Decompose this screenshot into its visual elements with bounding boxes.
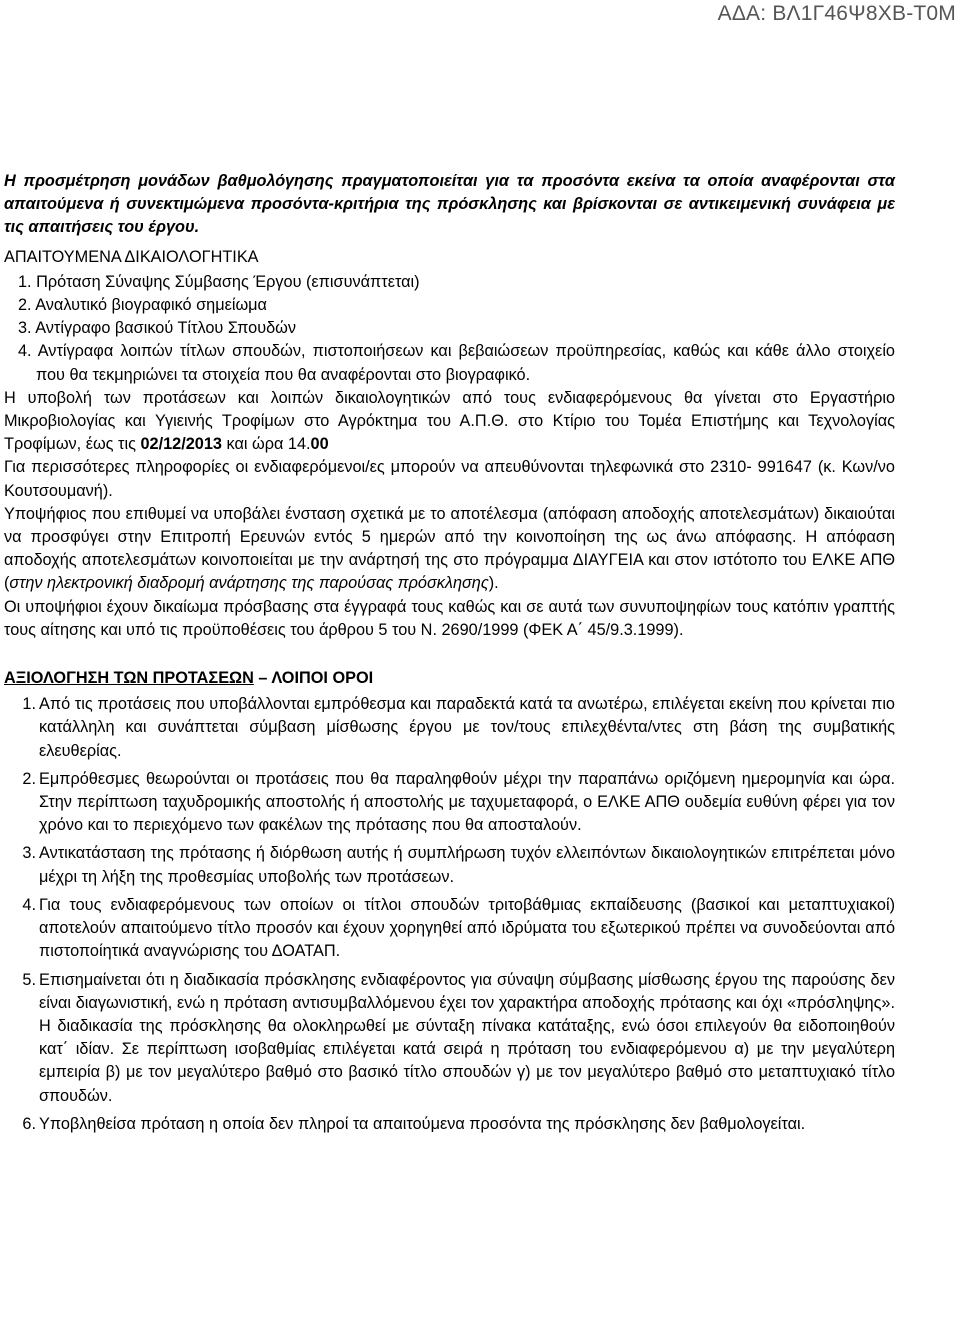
info-paragraph: Για περισσότερες πληροφορίες οι ενδιαφερόμενοι/ες μπορούν να απευθύνονται τηλεφωνικά στο 2310- 991647 (κ. Κων/νο Κουτσουμανή). — [4, 458, 895, 500]
item-text: Υποβληθείσα πρόταση η οποία δεν πληροί τα απαιτούμενα προσόντα της πρόσκλησης δεν βαθμολογείται. — [39, 1114, 806, 1133]
evaluation-heading-underlined: ΑΞΙΟΛΟΓΗΣΗ ΤΩΝ ΠΡΟΤΑΣΕΩΝ — [4, 669, 254, 688]
item-number: 1. — [22, 695, 36, 714]
intro-paragraph: Η προσμέτρηση μονάδων βαθμολόγησης πραγματοποιείται για τα προσόντα εκείνα τα οποία αναφέρονται στα απαιτούμενα ή συνεκτιμώμενα προσόντα-κριτήρια της πρόσκλησης και βρίσκονται σε αντικειμενική συνάφεια με τις απαιτήσεις του έργου. — [4, 172, 895, 237]
required-doc-item: 2. Αναλυτικό βιογραφικό σημείωμα — [18, 296, 267, 315]
list-item — [4, 842, 895, 888]
item-number: 6. — [22, 1114, 36, 1133]
objection-paragraph — [4, 503, 895, 596]
deadline-date: 02/12/2013 — [140, 435, 222, 454]
submission-time-text: και ώρα 14. — [221, 435, 311, 454]
item-number: 4. — [22, 895, 36, 914]
objection-end: ). — [488, 574, 499, 593]
required-doc-item: 3. Αντίγραφο βασικού Τίτλου Σπουδών — [18, 319, 297, 338]
deadline-time-minutes: 00 — [310, 435, 329, 454]
evaluation-terms-list — [4, 693, 895, 1136]
ada-code: ΑΔΑ: ΒΛ1Γ46Ψ8ΧΒ-Τ0Μ — [717, 2, 956, 25]
submission-text: Η υποβολή των προτάσεων και λοιπών δικαιολογητικών από τους ενδιαφερόμενους θα γίνεται στο Εργαστήριο Μικροβιολογίας και Υγιεινής Τροφίμων στο Αγρόκτημα του Α.Π.Θ. στο Κτίριο του Τομέα Επιστήμης και Τεχνολογίας Τροφίμων, έως τις — [4, 388, 895, 454]
required-docs-heading: ΑΠΑΙΤΟΥΜΕΝΑ ΔΙΚΑΙΟΛΟΓΗΤΙΚΑ — [4, 247, 259, 266]
list-item — [4, 693, 895, 763]
required-doc-item: 4. Αντίγραφα λοιπών τίτλων σπουδών, πιστοποιήσεων και βεβαιώσεων προϋπηρεσίας, καθώς και κάθε άλλο στοιχείο που θα τεκμηριώνει τα στοιχεία που θα αναφέρονται στο βιογραφικό. — [18, 342, 895, 384]
list-item — [4, 894, 895, 964]
evaluation-heading-rest: – ΛΟΙΠΟΙ ΟΡΟΙ — [253, 669, 374, 688]
item-number: 2. — [22, 769, 36, 788]
document-body — [4, 170, 895, 1141]
item-text: Επισημαίνεται ότι η διαδικασία πρόσκλησης ενδιαφέροντος για σύναψη σύμβασης μίσθωσης έργου της παρούσης δεν είναι διαγωνιστική, ενώ η πρόταση αντισυμβαλλόμενου έχει τον χαρακτήρα αποδοχής πρότασης και όχι «πρόσληψης». Η διαδικασία της πρόσκλησης θα ολοκληρωθεί με σύνταξη πίνακα κατάταξης, ενώ όσοι επιλεγούν θα ειδοποιηθούν κατ΄ ιδίαν. Σε περίπτωση ισοβαθμίας επιλέγεται κατά σειρά η πρόταση του ενδιαφερόμενου α) με την μεγαλύτερη εμπειρία β) με τον μεγαλύτερο βαθμό στο βασικό τίτλο σπουδών γ) με τον μεγαλύτερο βαθμό στο μεταπτυχιακό τίτλο σπουδών. — [39, 970, 895, 1105]
item-text: Για τους ενδιαφερόμενους των οποίων οι τίτλοι σπουδών τριτοβάθμιας εκπαίδευσης (βασικοί και μεταπτυχιακοί) αποτελούν απαιτούμενο τίτλο προσόν και έχουν χορηγηθεί από ιδρύματα του εξωτερικού πρέπει να συνοδεύονται από πιστοποίητικά αναγνώρισης του ΔΟΑΤΑΠ. — [39, 895, 895, 961]
item-number: 5. — [22, 970, 36, 989]
item-text: Από τις προτάσεις που υποβάλλονται εμπρόθεσμα και παραδεκτά κατά τα ανωτέρω, επιλέγεται εκείνη που κρίνεται πιο κατάλληλη και συνάπτεται σύμβαση μίσθωσης έργου με τον/τους επιλεχθέντα/ντες στη βάση της συμβατικής ελευθερίας. — [39, 695, 895, 760]
objection-italic: στην ηλεκτρονική διαδρομή ανάρτησης της παρούσας πρόσκλησης — [9, 574, 489, 593]
objection-text: Υποψήφιος που επιθυμεί να υποβάλει ένσταση σχετικά με το αποτέλεσμα (απόφαση αποδοχής αποτελεσμάτων) δικαιούται να προσφύγει στην Επιτροπή Ερευνών εντός 5 ημερών από την κοινοποίηση της ως άνω απόφασης. Η απόφαση αποδοχής αποτελεσμάτων κοινοποιείται με την ανάρτησή της στο πρόγραμμα ΔΙΑΥΓΕΙΑ και στον ιστότοπο του ΕΛΚΕ ΑΠΘ ( — [4, 504, 895, 593]
item-number: 3. — [22, 844, 36, 863]
list-item — [4, 768, 895, 838]
required-doc-item: 1. Πρόταση Σύναψης Σύμβασης Έργου (επισυνάπτεται) — [18, 272, 420, 291]
list-item — [4, 969, 895, 1108]
evaluation-heading — [4, 667, 895, 690]
access-paragraph: Οι υποψήφιοι έχουν δικαίωμα πρόσβασης στα έγγραφά τους καθώς και σε αυτά των συνυποψηφίων τους κατόπιν γραπτής τους αίτησης και υπό τις προϋποθέσεις του άρθρου 5 του Ν. 2690/1999 (ΦΕΚ Α΄ 45/9.3.1999). — [4, 597, 895, 639]
item-text: Αντικατάσταση της πρότασης ή διόρθωση αυτής ή συμπλήρωση τυχόν ελλειπόντων δικαιολογητικών επιτρέπεται μόνο μέχρι τη λήξη της προθεσμίας υποβολής των προτάσεων. — [39, 844, 895, 886]
submission-paragraph — [4, 387, 895, 457]
list-item — [4, 1113, 895, 1136]
item-text: Εμπρόθεσμες θεωρούνται οι προτάσεις που θα παραληφθούν μέχρι την παραπάνω οριζόμενη ημερομηνία και ώρα. Στην περίπτωση ταχυδρομικής αποστολής ή αποστολής με ταχυμεταφορά, ο ΕΛΚΕ ΑΠΘ ουδεμία ευθύνη φέρει για τον χρόνο και το περιεχόμενο των φακέλων της πρότασης που θα αποσταλούν. — [39, 769, 895, 835]
